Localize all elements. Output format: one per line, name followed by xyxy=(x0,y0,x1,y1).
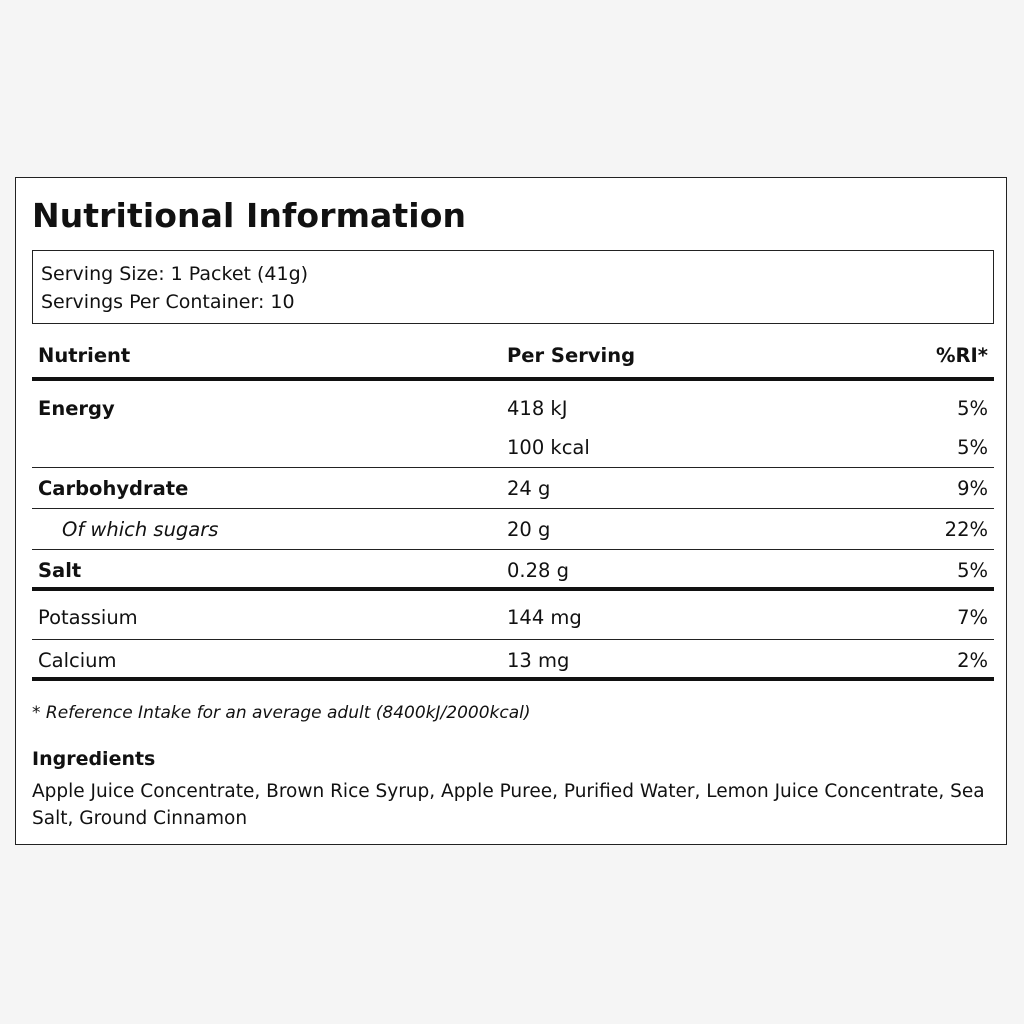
nutrient-name: Carbohydrate xyxy=(38,477,189,500)
per-serving-value: 20 g xyxy=(507,518,551,541)
per-serving-value: 24 g xyxy=(507,477,551,500)
nutrition-table xyxy=(32,333,994,681)
nutrient-name: Calcium xyxy=(38,649,117,672)
servings-per-container: Servings Per Container: 10 xyxy=(41,291,295,313)
nutrient-name: Potassium xyxy=(38,606,138,629)
page-title: Nutritional Information xyxy=(32,196,467,235)
per-serving-value: 13 mg xyxy=(507,649,570,672)
per-serving-value: 418 kJ xyxy=(507,397,568,420)
table-row-potassium xyxy=(32,591,994,640)
nutrient-name: Of which sugars xyxy=(62,518,219,541)
table-header xyxy=(32,333,994,381)
ri-value: 5% xyxy=(957,559,988,582)
ingredients-heading: Ingredients xyxy=(32,748,156,770)
serving-info-box xyxy=(32,250,994,324)
serving-size: Serving Size: 1 Packet (41g) xyxy=(41,263,309,285)
table-row-carbohydrate xyxy=(32,468,994,509)
per-serving-value: 100 kcal xyxy=(507,436,590,459)
nutrient-name: Salt xyxy=(38,559,82,582)
header-nutrient: Nutrient xyxy=(38,344,131,367)
ri-value: 2% xyxy=(957,649,988,672)
per-serving-value: 0.28 g xyxy=(507,559,569,582)
nutrition-label xyxy=(15,177,1007,845)
ri-value: 7% xyxy=(957,606,988,629)
table-row-energy-kcal xyxy=(32,427,994,468)
ri-value: 5% xyxy=(957,436,988,459)
header-ri: %RI* xyxy=(935,344,988,367)
table-row-salt xyxy=(32,550,994,591)
table-row-energy-kj xyxy=(32,381,994,427)
ri-value: 22% xyxy=(944,518,988,541)
table-row-calcium xyxy=(32,640,994,681)
reference-intake-footnote: * Reference Intake for an average adult (8400kJ/2000kcal) xyxy=(32,703,531,723)
ingredients-list: Apple Juice Concentrate, Brown Rice Syrup, Apple Puree, Purified Water, Lemon Juice Concentrate, Sea Salt, Ground Cinnamon xyxy=(32,781,985,829)
table-row-sugars xyxy=(32,509,994,550)
ri-value: 9% xyxy=(957,477,988,500)
per-serving-value: 144 mg xyxy=(507,606,582,629)
nutrient-name: Energy xyxy=(38,397,115,420)
header-per-serving: Per Serving xyxy=(507,344,636,367)
ri-value: 5% xyxy=(957,397,988,420)
